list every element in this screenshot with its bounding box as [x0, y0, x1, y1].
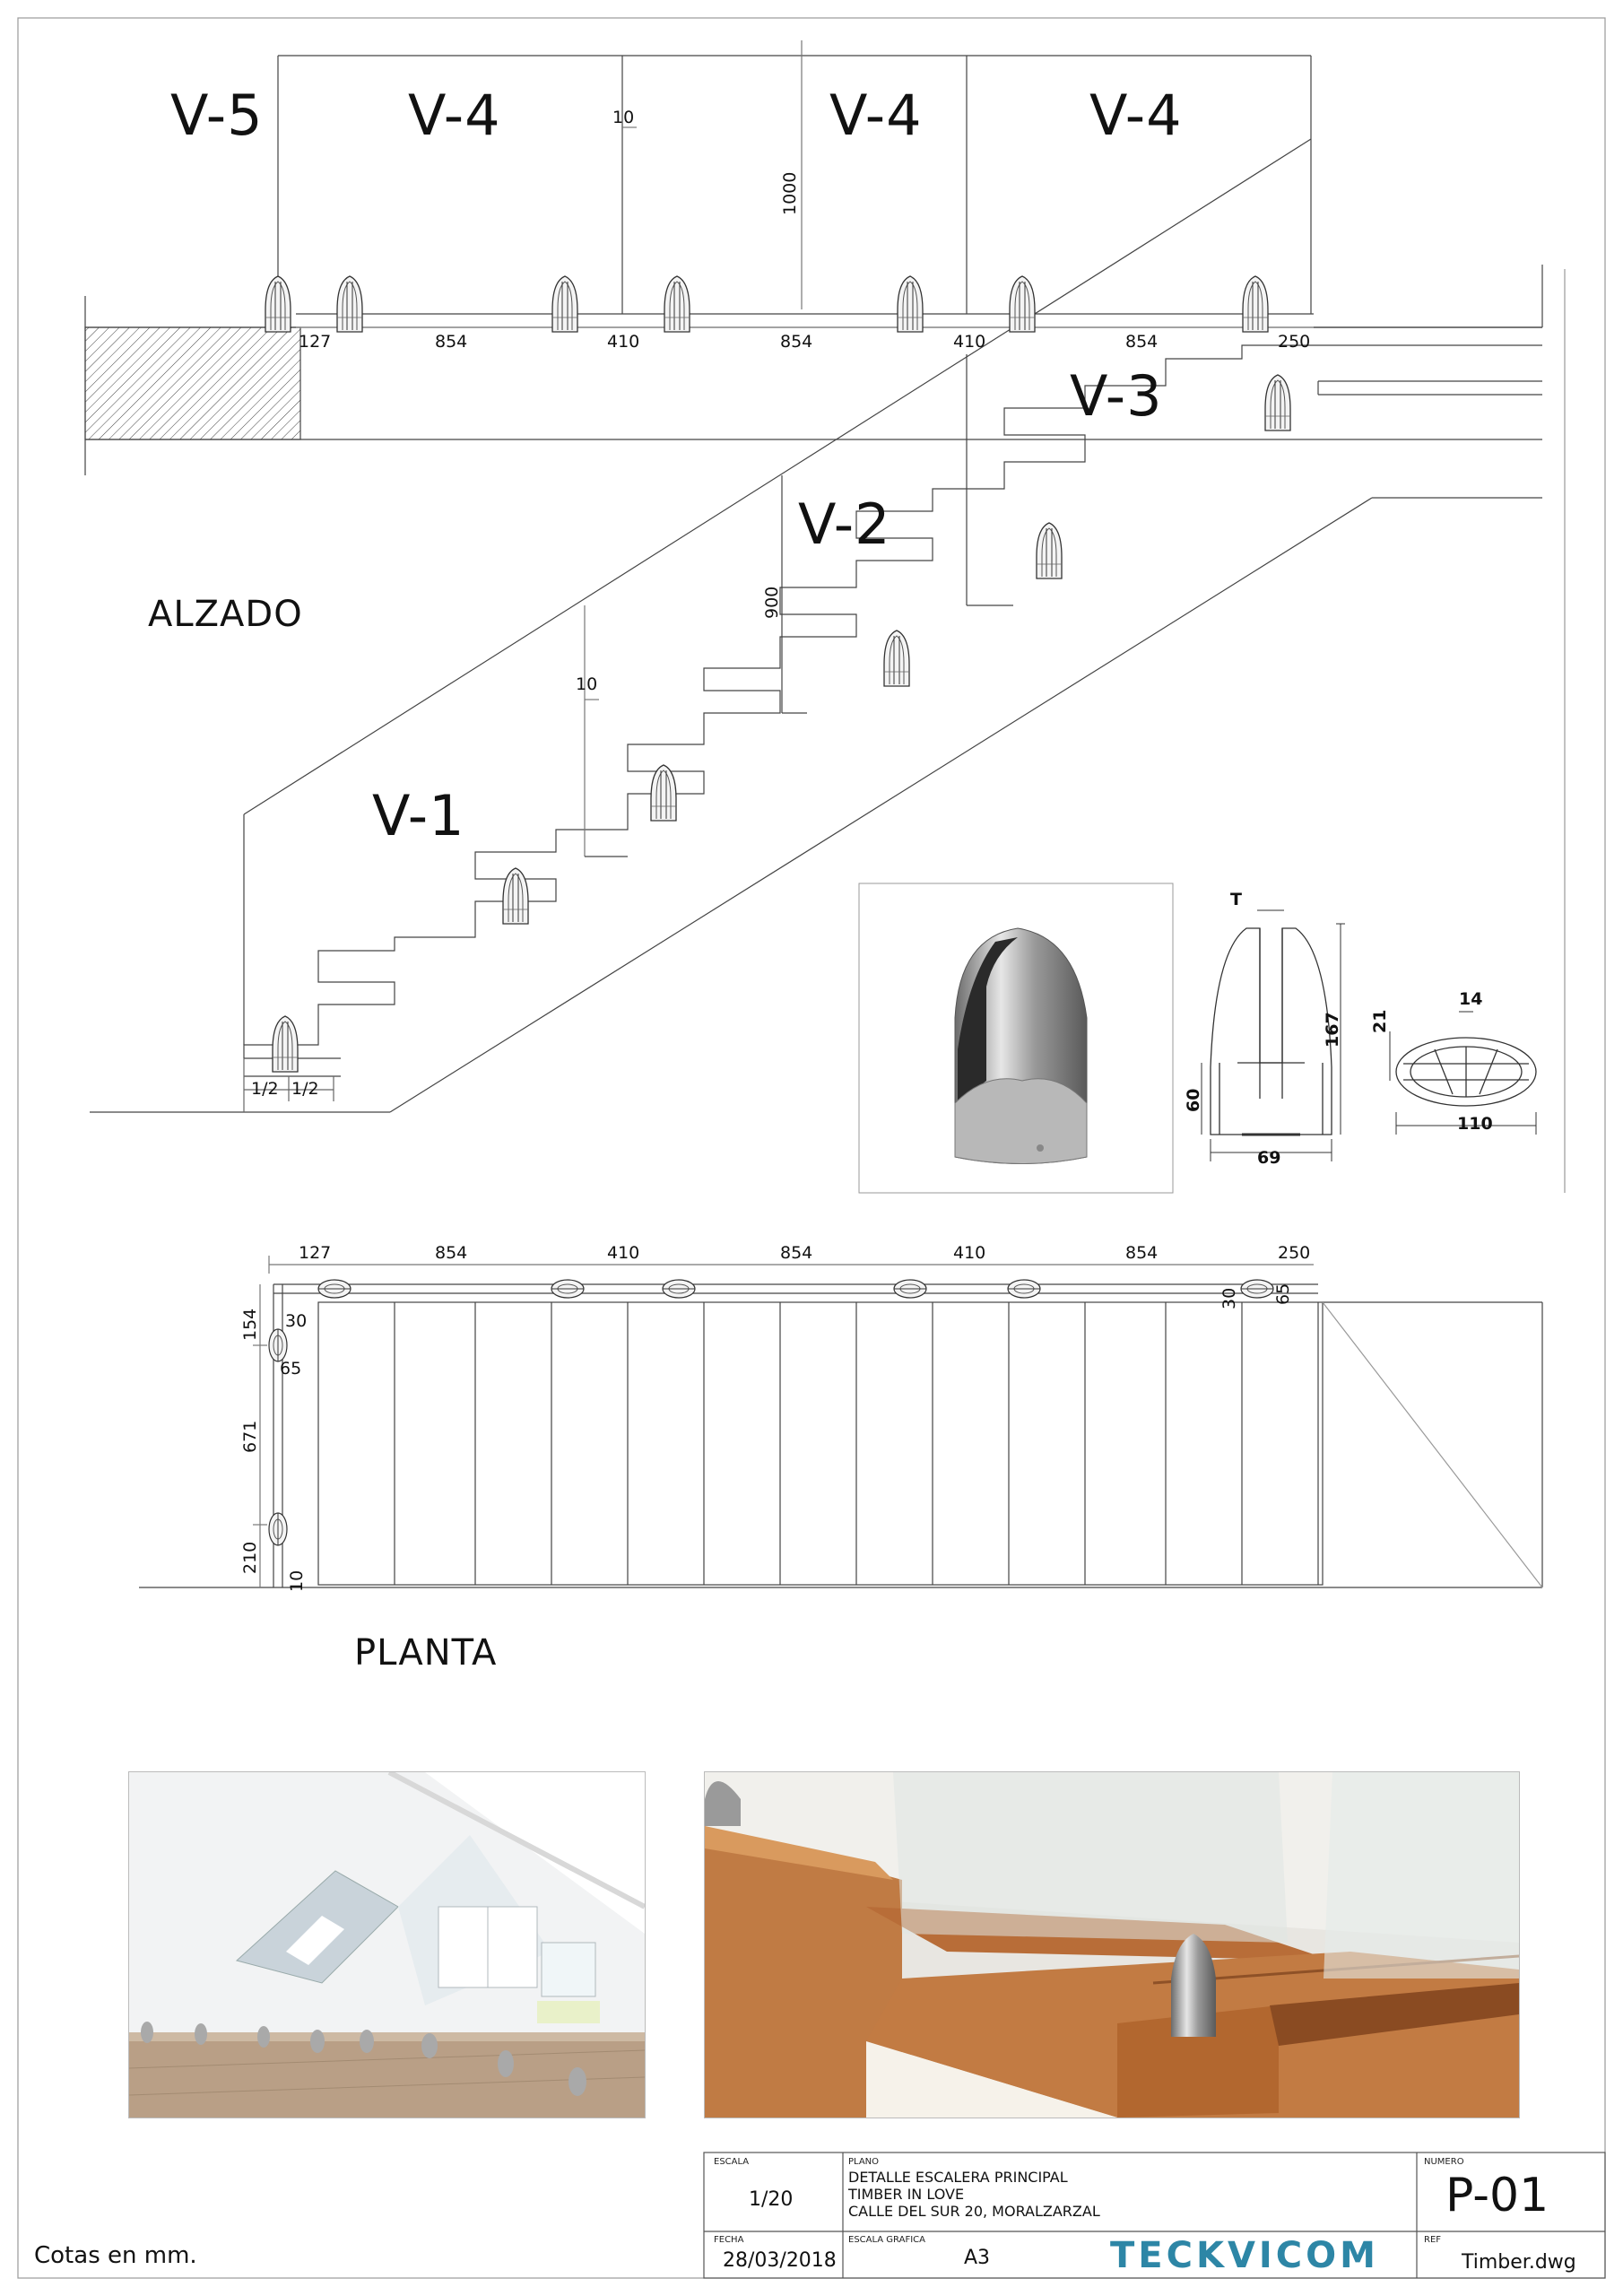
- clamp-closeup-photo: [704, 1771, 1520, 2118]
- glass-thickness-label: 10: [576, 674, 598, 694]
- plan-clamps: [269, 1280, 1273, 1545]
- glass-thickness-label: 10: [612, 108, 635, 127]
- base-offset-dim: 1/2: [291, 1079, 319, 1099]
- ref-caption: REF: [1424, 2235, 1442, 2245]
- plan-dim-854: 854: [435, 1243, 468, 1263]
- panel-label-v3: V-3: [1070, 363, 1163, 429]
- plan-dim-left: 65: [280, 1359, 302, 1378]
- dim-410: 410: [953, 332, 986, 352]
- detail-dim-t: T: [1230, 890, 1242, 909]
- escala-grafica-caption: ESCALA GRAFICA: [848, 2235, 925, 2245]
- plano-lines: [848, 2169, 1100, 2220]
- dim-854: 854: [780, 332, 813, 352]
- plan-dim-right: 65: [1273, 1283, 1293, 1305]
- panel-label-v1: V-1: [372, 783, 465, 848]
- plano-caption: PLANO: [848, 2157, 880, 2167]
- height-dim-upper: 1000: [780, 171, 800, 215]
- dim-410: 410: [607, 332, 640, 352]
- fecha-value: 28/03/2018: [723, 2249, 837, 2272]
- detail-dim-slot: 60: [1184, 1088, 1203, 1112]
- base-offset-dim: 1/2: [251, 1079, 279, 1099]
- panel-label-v4: V-4: [829, 83, 923, 148]
- clamp-detail-photo: [859, 883, 1173, 1193]
- detail-dim-side: 21: [1370, 1009, 1390, 1033]
- panel-label-v4: V-4: [1089, 83, 1183, 148]
- plan-dim-127: 127: [299, 1243, 332, 1263]
- panel-label-v2: V-2: [798, 491, 891, 557]
- plan-dim-854: 854: [780, 1243, 813, 1263]
- plano-line: DETALLE ESCALERA PRINCIPAL: [848, 2169, 1068, 2186]
- plan-dim-left: 210: [240, 1541, 260, 1574]
- brand-logo: TECKVICOM: [1110, 2235, 1379, 2276]
- dim-854: 854: [435, 332, 468, 352]
- panel-label-v5: V-5: [170, 83, 264, 148]
- detail-dim-height: 167: [1323, 1012, 1342, 1048]
- panel-label-v4: V-4: [408, 83, 501, 148]
- plan-dim-left: 671: [240, 1420, 260, 1453]
- plan-dim-410: 410: [607, 1243, 640, 1263]
- ref-value: Timber.dwg: [1462, 2251, 1576, 2274]
- plan-dim-left: 154: [240, 1308, 260, 1341]
- dim-854: 854: [1125, 332, 1159, 352]
- plano-line: CALLE DEL SUR 20, MORALZARZAL: [848, 2203, 1100, 2220]
- plan-drawing: [139, 1256, 1542, 1587]
- escala-caption: ESCALA: [714, 2157, 750, 2167]
- escala-value: 1/20: [749, 2188, 794, 2211]
- detail-dim-base: 69: [1257, 1148, 1281, 1168]
- detail-dim-length: 110: [1457, 1114, 1493, 1134]
- plan-dim-250: 250: [1278, 1243, 1311, 1263]
- fecha-caption: FECHA: [714, 2235, 744, 2245]
- dim-250: 250: [1278, 332, 1311, 352]
- plan-dim-410: 410: [953, 1243, 986, 1263]
- dim-127: 127: [299, 332, 332, 352]
- plan-dim-left: 30: [285, 1311, 308, 1331]
- plan-dim-left: 10: [287, 1570, 307, 1592]
- elevation-title: ALZADO: [148, 594, 303, 635]
- plano-line: TIMBER IN LOVE: [848, 2186, 965, 2203]
- interior-attic-photo: [128, 1771, 646, 2118]
- numero-value: P-01: [1445, 2169, 1549, 2222]
- elevation-drawing: [85, 40, 1565, 1193]
- height-dim-lower: 900: [762, 586, 782, 619]
- plan-title: PLANTA: [354, 1632, 498, 1674]
- numero-caption: NUMERO: [1424, 2157, 1464, 2167]
- plan-dim-854: 854: [1125, 1243, 1159, 1263]
- units-note: Cotas en mm.: [34, 2242, 197, 2269]
- detail-dim-top-slot: 14: [1459, 989, 1483, 1009]
- plan-dim-right: 30: [1219, 1287, 1239, 1309]
- escala-grafica-value: A3: [964, 2247, 991, 2269]
